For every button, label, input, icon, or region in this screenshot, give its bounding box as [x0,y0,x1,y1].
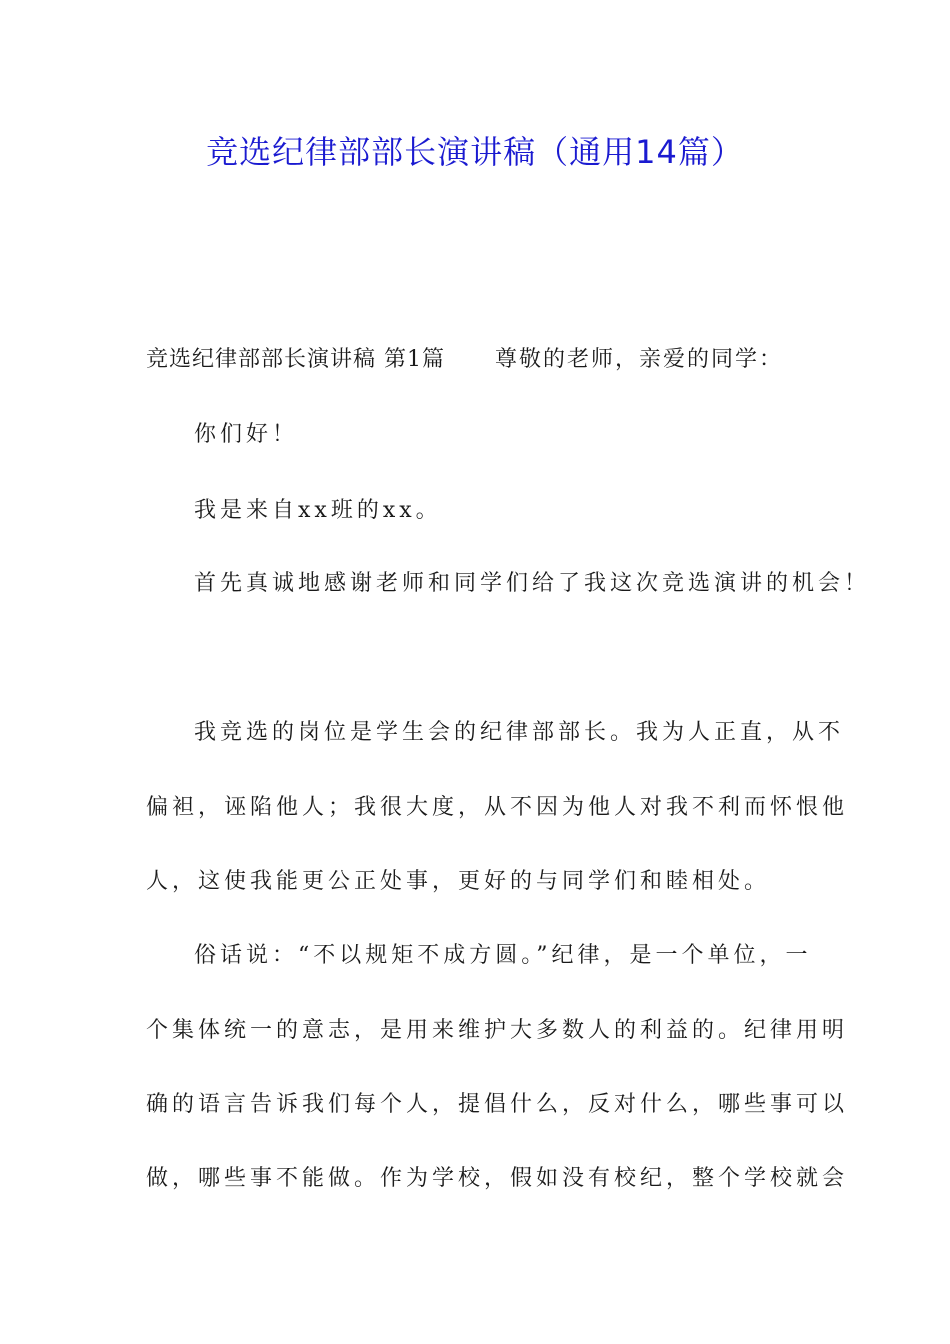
section-heading-line [146,345,783,375]
salutation: 尊敬的老师，亲爱的同学： [495,347,784,372]
paragraph-greeting: 你们好！ [194,422,299,447]
body-line: 俗话说：“不以规矩不成方圆。”纪律，是一个单位，一 [194,943,812,968]
body-line: 个集体统一的意志，是用来维护大多数人的利益的。纪律用明 [146,1018,849,1043]
body-line: 确的语言告诉我们每个人，提倡什么，反对什么，哪些事可以 [146,1092,849,1117]
body-line: 人，这使我能更公正处事，更好的与同学们和睦相处。 [146,869,771,894]
body-line: 我竞选的岗位是学生会的纪律部部长。我为人正直，从不 [194,720,845,745]
section-heading: 竞选纪律部部长演讲稿 第1篇 [146,347,445,372]
document-title: 竞选纪律部部长演讲稿（通用14篇） [206,133,744,171]
body-line: 偏袒，诬陷他人；我很大度，从不因为他人对我不利而怀恨他 [146,795,849,820]
body-line: 做，哪些事不能做。作为学校，假如没有校纪，整个学校就会 [146,1166,849,1191]
paragraph-thanks: 首先真诚地感谢老师和同学们给了我这次竞选演讲的机会！ [194,571,871,596]
paragraph-introduction: 我是来自xx班的xx。 [194,498,442,523]
